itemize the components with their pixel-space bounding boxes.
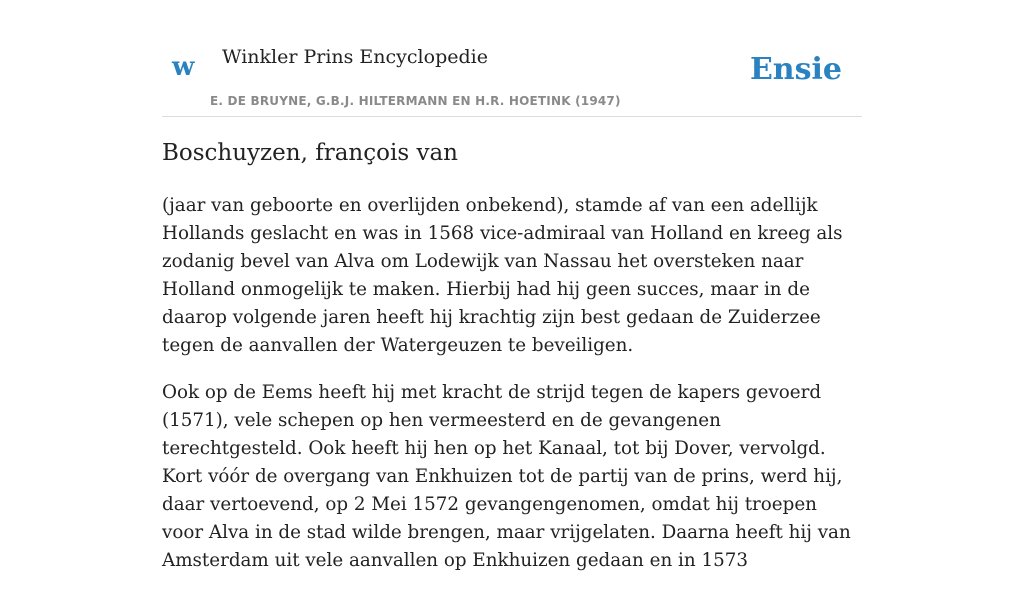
page-container [162, 0, 862, 571]
publication-logo[interactable]: w [172, 52, 195, 82]
entry-title: Boschuyzen, françois van [162, 140, 458, 166]
entry-paragraph: Ook op de Eems heeft hij met kracht de strijd tegen de kapers gevoerd (1571), vele schepen op hen vermeesterd en de gevangenen terechtgesteld. Ook heeft hij hen op het Kanaal, tot bij Dover, vervolgd. Kort vóór de overgang van Enkhuizen tot de partij van de prins, werd hij, daar vertoevend, op 2 Mei 1572 gevangengenomen, omdat hij troepen voor Alva in de stad wilde brengen, maar vrijgelaten. Daarna heeft hij van Amsterdam uit vele aanvallen op Enkhuizen gedaan en in 1573 [162, 382, 851, 571]
site-header [162, 0, 862, 117]
entry-body [162, 192, 862, 594]
ensie-logo[interactable]: Ensie [749, 52, 842, 87]
publication-authors: E. DE BRUYNE, G.B.J. HILTERMANN EN H.R. HOETINK (1947) [210, 94, 621, 108]
publication-title[interactable]: Winkler Prins Encyclopedie [222, 46, 488, 68]
entry-paragraph: (jaar van geboorte en overlijden onbekend), stamde af van een adellijk Hollands geslacht en was in 1568 vice-admiraal van Holland en kreeg als zodanig bevel van Alva om Lodewijk van Nassau het oversteken naar Holland onmogelijk te maken. Hierbij had hij geen succes, maar in de daarop volgende jaren heeft hij krachtig zijn best gedaan de Zuiderzee tegen de aanvallen der Watergeuzen te beveiligen. [162, 195, 843, 356]
